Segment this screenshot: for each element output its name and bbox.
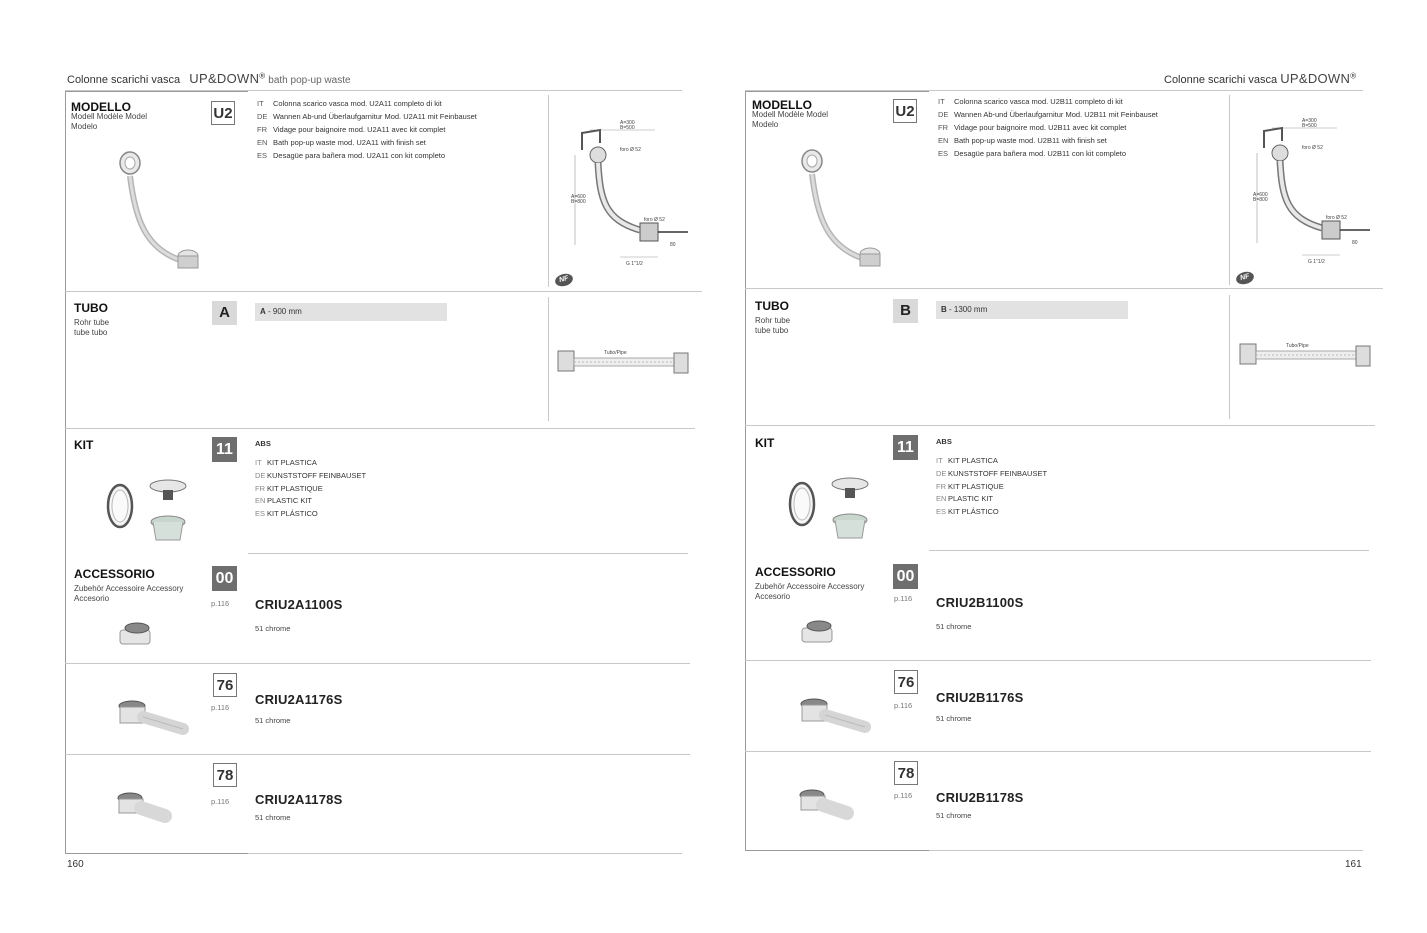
drawing-label: Tubo/Pipe — [1286, 343, 1309, 349]
description-row: ES Desagüe para bañera mod. U2A11 con kit completo — [257, 151, 446, 160]
divider — [248, 553, 688, 554]
accessory-badge-78: 78 — [894, 761, 918, 785]
kit-item: ES KIT PLÁSTICO — [936, 507, 999, 517]
nf-certification-icon: NF — [554, 272, 574, 288]
header-category: Colonne scarichi vasca — [1164, 74, 1278, 86]
page-reference: p.116 — [211, 599, 230, 608]
product-finish: 51 chrome — [936, 811, 972, 820]
modello-descriptions — [938, 95, 1158, 160]
drawing-label: 80 — [1352, 240, 1358, 246]
kit-badge: 11 — [212, 437, 237, 462]
drawing-label: B=800 — [1253, 197, 1268, 203]
modello-title: MODELLO — [752, 98, 812, 112]
technical-drawing — [1242, 113, 1372, 268]
page-reference: p.116 — [894, 594, 913, 603]
accessory-78-image — [797, 787, 862, 827]
accessory-badge-00: 00 — [212, 566, 237, 591]
tubo-subtitle: Rohr tube tube tubo — [74, 318, 110, 337]
page-reference: p.116 — [894, 791, 913, 800]
pop-up-waste-image — [792, 146, 887, 276]
drawing-label: A=300 — [620, 120, 635, 126]
product-finish: 51 chrome — [255, 624, 291, 633]
divider — [548, 95, 549, 287]
divider — [929, 850, 1363, 851]
modello-badge: U2 — [893, 99, 917, 123]
accessory-00-image — [115, 620, 160, 650]
kit-title: KIT — [74, 438, 94, 452]
kit-item: IT KIT PLASTICA — [255, 458, 317, 467]
drawing-label: B=500 — [620, 125, 635, 131]
product-code: CRIU2A1176S — [255, 692, 343, 707]
header-brand: UP&DOWN — [189, 71, 260, 86]
product-code: CRIU2A1100S — [255, 597, 343, 612]
divider — [929, 288, 1383, 289]
description-row: EN Bath pop-up waste mod. U2A11 with finish set — [257, 138, 426, 147]
product-code: CRIU2B1100S — [936, 595, 1024, 610]
accessory-76-image — [797, 695, 872, 740]
description-row: FR Vidage pour baignoire mod. U2B11 avec kit complet — [938, 123, 1127, 132]
divider — [745, 751, 1371, 752]
tubo-badge: A — [212, 301, 237, 325]
product-finish: 51 chrome — [255, 716, 291, 725]
drawing-label: foro Ø 52 — [1326, 215, 1347, 221]
drawing-label: A=600 — [1253, 192, 1268, 198]
accessory-badge-78: 78 — [213, 763, 237, 787]
modello-title: MODELLO — [71, 100, 131, 114]
accessory-00-image — [797, 618, 842, 648]
drawing-label: foro Ø 52 — [620, 147, 641, 153]
drawing-label: 80 — [670, 242, 676, 248]
divider — [1229, 95, 1230, 285]
kit-item: EN PLASTIC KIT — [936, 494, 994, 504]
product-code: CRIU2B1176S — [936, 690, 1024, 705]
tubo-badge: B — [893, 299, 918, 323]
tube-length-bar: A - 900 mm — [255, 303, 447, 321]
tube-pipe-drawing — [1238, 338, 1373, 373]
accessorio-title: ACCESSORIO — [74, 567, 155, 581]
header-subtitle: bath pop-up waste — [268, 75, 351, 86]
divider — [745, 425, 1375, 426]
drawing-label: foro Ø 52 — [644, 217, 665, 223]
divider — [65, 754, 690, 755]
description-row: DE Wannen Ab-und Überlaufgarnitur Mod. U2B11 mit Feinbauset — [938, 110, 1158, 119]
technical-drawing — [560, 115, 690, 270]
kit-item: EN PLASTIC KIT — [255, 496, 313, 506]
kit-badge: 11 — [893, 435, 918, 460]
page-reference: p.116 — [211, 797, 230, 806]
divider — [929, 550, 1369, 551]
nf-certification-icon: NF — [1235, 270, 1255, 286]
description-row: EN Bath pop-up waste mod. U2B11 with finish set — [938, 136, 1107, 145]
kit-items — [255, 457, 366, 521]
divider — [248, 853, 682, 854]
product-finish: 51 chrome — [255, 813, 291, 822]
description-row: IT Colonna scarico vasca mod. U2A11 completo di kit — [257, 99, 442, 108]
pop-up-waste-image — [110, 148, 205, 278]
kit-item: FR KIT PLASTIQUE — [255, 483, 323, 493]
accessorio-subtitle: Zubehör Accessoire Accessory Accesorio — [74, 584, 184, 603]
product-code: CRIU2B1178S — [936, 790, 1024, 805]
accessory-76-image — [115, 697, 190, 742]
brand-mark: ® — [1350, 71, 1357, 81]
divider — [65, 291, 248, 292]
description-row: ES Desagüe para bañera mod. U2B11 con kit completo — [938, 149, 1127, 158]
accessory-badge-00: 00 — [893, 564, 918, 589]
divider — [65, 663, 690, 664]
tube-pipe-drawing — [556, 345, 691, 380]
page-number: 161 — [1345, 859, 1362, 870]
modello-subtitle: Modell Modèle Model Modelo — [752, 110, 829, 129]
drawing-label: A=300 — [1302, 118, 1317, 124]
product-code: CRIU2A1178S — [255, 792, 343, 807]
drawing-label: foro Ø 52 — [1302, 145, 1323, 151]
description-row: FR Vidage pour baignoire mod. U2A11 avec kit complet — [257, 125, 446, 134]
header-category: Colonne scarichi vasca — [67, 74, 181, 86]
accessory-78-image — [115, 790, 180, 830]
product-finish: 51 chrome — [936, 622, 972, 631]
kit-image — [100, 472, 200, 547]
divider — [745, 660, 1371, 661]
header-brand: UP&DOWN — [1280, 71, 1351, 86]
accessory-badge-76: 76 — [213, 673, 237, 697]
modello-subtitle: Modell Modèle Model Modelo — [71, 112, 148, 131]
divider — [745, 288, 929, 289]
kit-item: DE KUNSTSTOFF FEINBAUSET — [936, 468, 1048, 478]
drawing-label: A=600 — [571, 194, 586, 200]
product-finish: 51 chrome — [936, 714, 972, 723]
kit-item: DE KUNSTSTOFF FEINBAUSET — [255, 470, 367, 480]
divider — [1229, 295, 1230, 419]
divider — [548, 297, 549, 421]
kit-item: ES KIT PLÁSTICO — [255, 509, 318, 519]
drawing-label: G 1"1/2 — [1308, 259, 1325, 265]
accessory-badge-76: 76 — [894, 670, 918, 694]
tube-length-bar: B - 1300 mm — [936, 301, 1128, 319]
tubo-subtitle: Rohr tube tube tubo — [755, 316, 791, 335]
description-row: DE Wannen Ab-und Überlaufgarnitur Mod. U2A11 mit Feinbauset — [257, 112, 477, 121]
modello-descriptions — [257, 97, 477, 162]
kit-title: KIT — [755, 436, 775, 450]
page-number: 160 — [67, 859, 84, 870]
kit-item: IT KIT PLASTICA — [936, 456, 998, 465]
kit-image — [782, 470, 882, 545]
tubo-title: TUBO — [755, 299, 789, 313]
drawing-label: B=500 — [1302, 123, 1317, 129]
brand-mark: ® — [259, 71, 266, 81]
description-row: IT Colonna scarico vasca mod. U2B11 completo di kit — [938, 97, 1123, 106]
left-header — [67, 71, 351, 86]
kit-items — [936, 455, 1047, 519]
drawing-label: G 1"1/2 — [626, 261, 643, 267]
drawing-label: Tubo/Pipe — [604, 350, 627, 356]
accessorio-subtitle: Zubehör Accessoire Accessory Accesorio — [755, 582, 865, 601]
page-reference: p.116 — [211, 703, 230, 712]
kit-item: FR KIT PLASTIQUE — [936, 481, 1004, 491]
kit-material: ABS — [255, 439, 271, 448]
kit-material: ABS — [936, 437, 952, 446]
tubo-title: TUBO — [74, 301, 108, 315]
right-header — [1164, 71, 1356, 86]
drawing-label: B=800 — [571, 199, 586, 205]
page-reference: p.116 — [894, 701, 913, 710]
modello-badge: U2 — [211, 101, 235, 125]
divider — [65, 428, 695, 429]
accessorio-title: ACCESSORIO — [755, 565, 836, 579]
divider — [248, 291, 702, 292]
